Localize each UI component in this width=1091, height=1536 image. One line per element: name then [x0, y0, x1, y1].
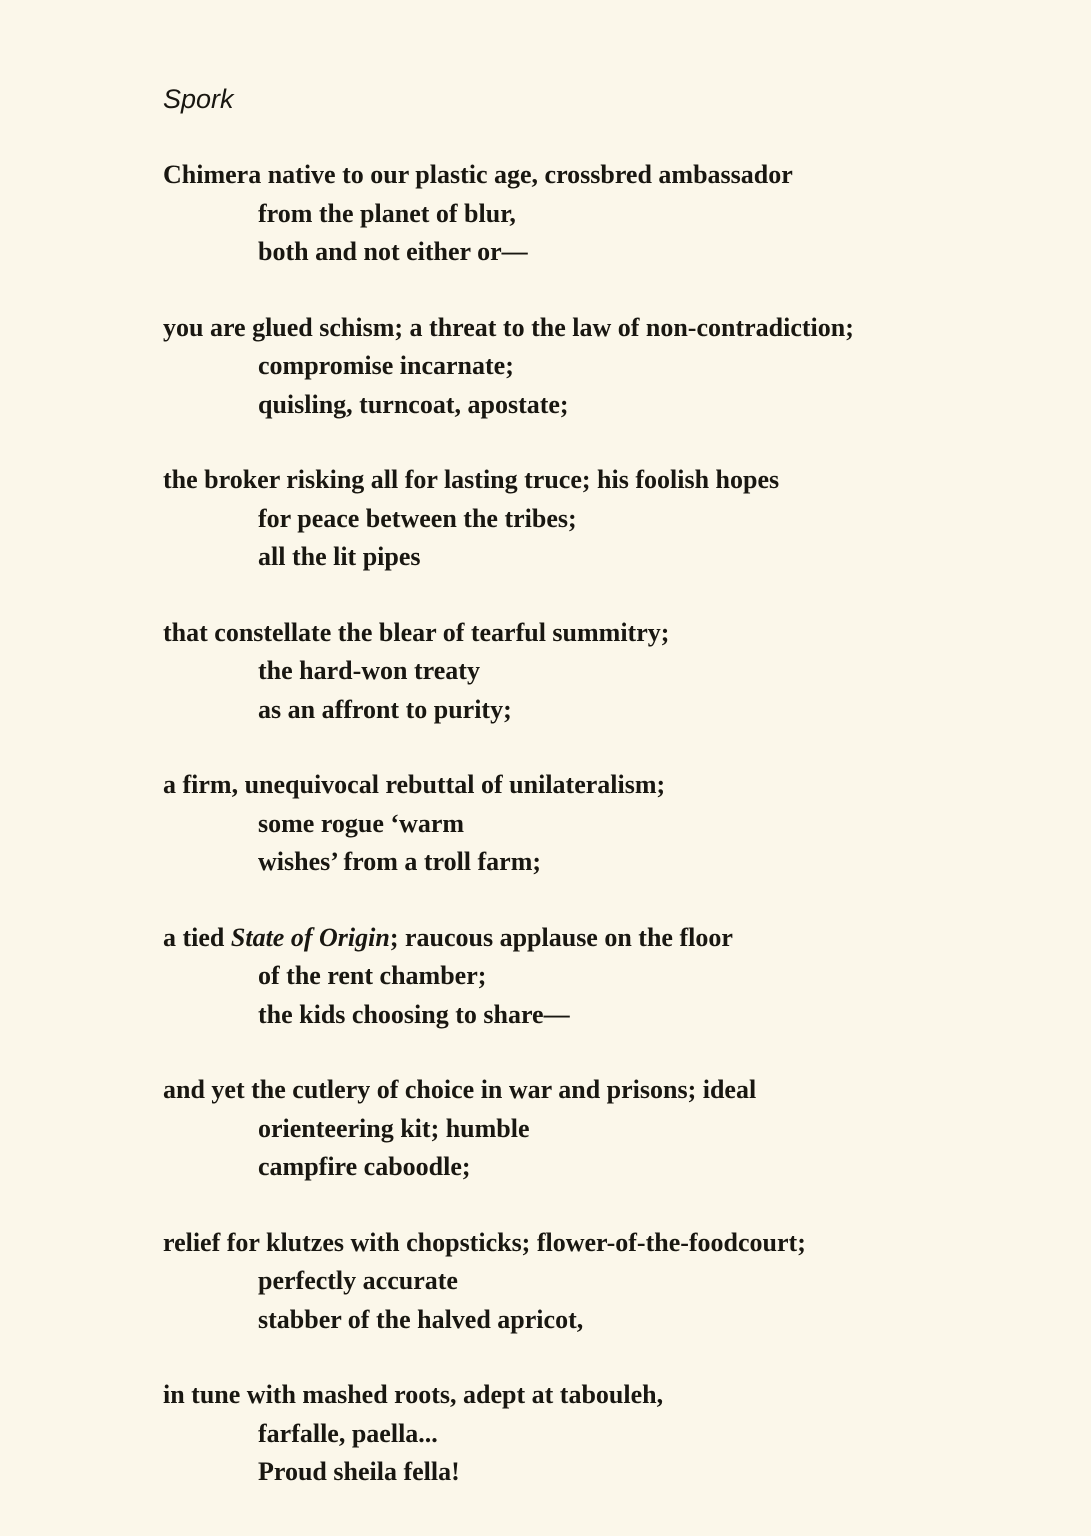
poem-line-segment: some rogue ‘warm	[258, 808, 465, 838]
poem-line-italic-segment: State of Origin	[230, 922, 390, 952]
poem-stanza	[163, 309, 1001, 425]
poem-line-segment: of the rent chamber;	[258, 961, 487, 990]
poem-line	[163, 1110, 1001, 1149]
poem-line	[163, 919, 1001, 958]
poem-line	[163, 1301, 1001, 1340]
poem-line-segment: all the lit pipes	[258, 542, 421, 571]
poem-line	[163, 614, 1001, 653]
poem-line	[163, 195, 1001, 234]
poem-line	[163, 996, 1001, 1035]
poem-body	[163, 156, 1001, 1492]
poem-line-segment: wishes’ from a troll farm;	[258, 847, 542, 876]
poem-line	[163, 1415, 1001, 1454]
poem-line-segment: relief for klutzes with chopsticks; flower-of-the-foodcourt;	[163, 1227, 806, 1257]
poem-line-segment: farfalle, paella...	[258, 1418, 438, 1448]
poem-line-segment: as an affront to purity;	[258, 694, 512, 724]
poem-line	[163, 1376, 1001, 1415]
poem-line-segment: you are glued schism; a threat to the law of non-contradiction;	[163, 312, 854, 342]
poem-line	[163, 386, 1001, 425]
poem-line-segment: quisling, turncoat, apostate;	[258, 389, 569, 419]
poem-line	[163, 1224, 1001, 1263]
poem-line	[163, 309, 1001, 348]
poem-line	[163, 805, 1001, 844]
poem-stanza	[163, 1376, 1001, 1492]
poem-line	[163, 1262, 1001, 1301]
poem-title: Spork	[163, 84, 234, 114]
poem-stanza	[163, 919, 1001, 1035]
poem-line	[163, 652, 1001, 691]
poem-line-segment: the broker risking all for lasting truce; his foolish hopes	[163, 465, 780, 494]
poem-line	[163, 843, 1001, 882]
poem-stanza	[163, 766, 1001, 882]
poem-line-segment: compromise incarnate;	[258, 351, 514, 380]
poem-line	[163, 691, 1001, 730]
poem-line-segment: perfectly accurate	[258, 1266, 458, 1295]
poem-line	[163, 156, 1001, 195]
poem-line-segment: and yet the cutlery of choice in war and prisons; ideal	[163, 1075, 757, 1104]
poem-line-segment: Chimera native to our plastic age, crossbred ambassador	[163, 160, 793, 189]
poem-line-segment: a tied	[163, 922, 231, 952]
poem-stanza	[163, 1224, 1001, 1340]
poem-line	[163, 538, 1001, 577]
poem-line	[163, 766, 1001, 805]
poem-stanza	[163, 1071, 1001, 1187]
poem-line	[163, 233, 1001, 272]
poem-line-segment: for peace between the tribes;	[258, 503, 577, 533]
poem-line	[163, 500, 1001, 539]
poem-line-segment: Proud sheila fella!	[258, 1457, 460, 1486]
poem-line	[163, 347, 1001, 386]
poem-line	[163, 1148, 1001, 1187]
poem-line-segment: a firm, unequivocal rebuttal of unilateralism;	[163, 770, 666, 799]
poem-line	[163, 957, 1001, 996]
poem-line-segment: campfire caboodle;	[258, 1152, 471, 1181]
poem-line	[163, 461, 1001, 500]
poem-line	[163, 1071, 1001, 1110]
poem-line-segment: orienteering kit; humble	[258, 1113, 530, 1143]
poem-line-segment: the kids choosing to share—	[258, 999, 570, 1029]
poem-line-segment: ; raucous applause on the floor	[389, 922, 733, 952]
poem-line-segment: that constellate the blear of tearful summitry;	[163, 617, 670, 647]
poem-stanza	[163, 614, 1001, 730]
poem-line	[163, 1453, 1001, 1492]
poem-stanza	[163, 461, 1001, 577]
poem-line-segment: both and not either or—	[258, 237, 528, 266]
poem-line-segment: from the planet of blur,	[258, 198, 516, 228]
poem-line-segment: stabber of the halved apricot,	[258, 1304, 584, 1334]
poem-line-segment: in tune with mashed roots, adept at tabouleh,	[163, 1380, 664, 1409]
poem-stanza	[163, 156, 1001, 272]
poem-line-segment: the hard-won treaty	[258, 656, 480, 685]
